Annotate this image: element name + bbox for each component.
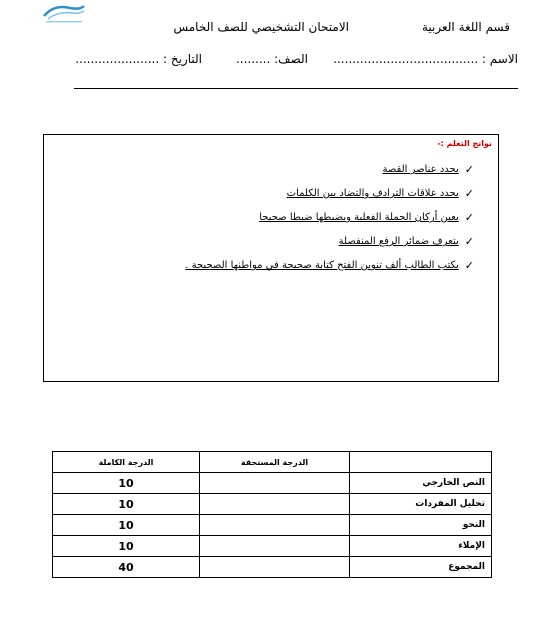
class-field [236, 52, 308, 66]
outcome-item [287, 187, 474, 200]
table-row [53, 473, 492, 494]
header-divider [74, 88, 518, 89]
name-field [333, 52, 518, 66]
subject-cell: تحليل المفردات [350, 494, 492, 515]
outcomes-title: نواتج التعلم :- [437, 139, 492, 148]
outcome-item [383, 163, 474, 176]
outcome-text: يكتب الطالب ألف تنوين الفتح كتابة صحيحة في مواطنها الصحيحة . [185, 260, 459, 271]
outcome-item [259, 211, 474, 224]
date-dots: ...................... [75, 52, 160, 66]
date-field [75, 52, 202, 66]
checkmark-icon: ✓ [464, 235, 474, 248]
class-dots: ......... [235, 52, 271, 66]
table-row [53, 515, 492, 536]
subject-cell: النحو [350, 515, 492, 536]
subject-cell: الإملاء [350, 536, 492, 557]
earned-grade-cell[interactable] [200, 536, 350, 557]
table-row [53, 494, 492, 515]
full-grade-header: الدرجة الكاملة [53, 452, 200, 473]
earned-grade-cell[interactable] [200, 515, 350, 536]
date-label: التاريخ : [162, 52, 202, 66]
outcome-text: يعين أركان الجملة الفعلية ويضبطها ضبطا صحيحا [259, 212, 459, 223]
outcome-item [185, 259, 474, 272]
subject-cell: المجموع [350, 557, 492, 578]
checkmark-icon: ✓ [464, 211, 474, 224]
full-grade-cell: 10 [53, 494, 200, 515]
full-grade-cell: 10 [53, 473, 200, 494]
checkmark-icon: ✓ [464, 259, 474, 272]
learning-outcomes-box [43, 134, 499, 382]
full-grade-cell: 10 [53, 536, 200, 557]
grades-table [52, 451, 492, 578]
full-grade-cell: 40 [53, 557, 200, 578]
checkmark-icon: ✓ [464, 163, 474, 176]
name-dots: ...................................... [333, 52, 479, 66]
earned-grade-cell[interactable] [200, 473, 350, 494]
subject-header [350, 452, 492, 473]
department-label: قسم اللغة العربية [421, 20, 510, 34]
earned-grade-header: الدرجة المستحقة [200, 452, 350, 473]
full-grade-cell: 10 [53, 515, 200, 536]
table-row [53, 557, 492, 578]
earned-grade-cell[interactable] [200, 557, 350, 578]
outcome-text: يحدد عناصر القصة [382, 164, 459, 175]
outcome-item [339, 235, 474, 248]
subject-cell: النص الخارجي [350, 473, 492, 494]
outcome-text: يتعرف ضمائر الرفع المنفصلة [338, 236, 459, 247]
outcome-text: يحدد علاقات الترادف والتضاد بين الكلمات [286, 188, 459, 199]
name-label: الاسم : [481, 52, 518, 66]
table-row [53, 536, 492, 557]
checkmark-icon: ✓ [464, 187, 474, 200]
exam-title: الامتحان التشخيصي للصف الخامس [173, 20, 349, 34]
class-label: الصف: [274, 52, 308, 66]
table-header-row [53, 452, 492, 473]
ministry-logo [40, 2, 88, 24]
earned-grade-cell[interactable] [200, 494, 350, 515]
